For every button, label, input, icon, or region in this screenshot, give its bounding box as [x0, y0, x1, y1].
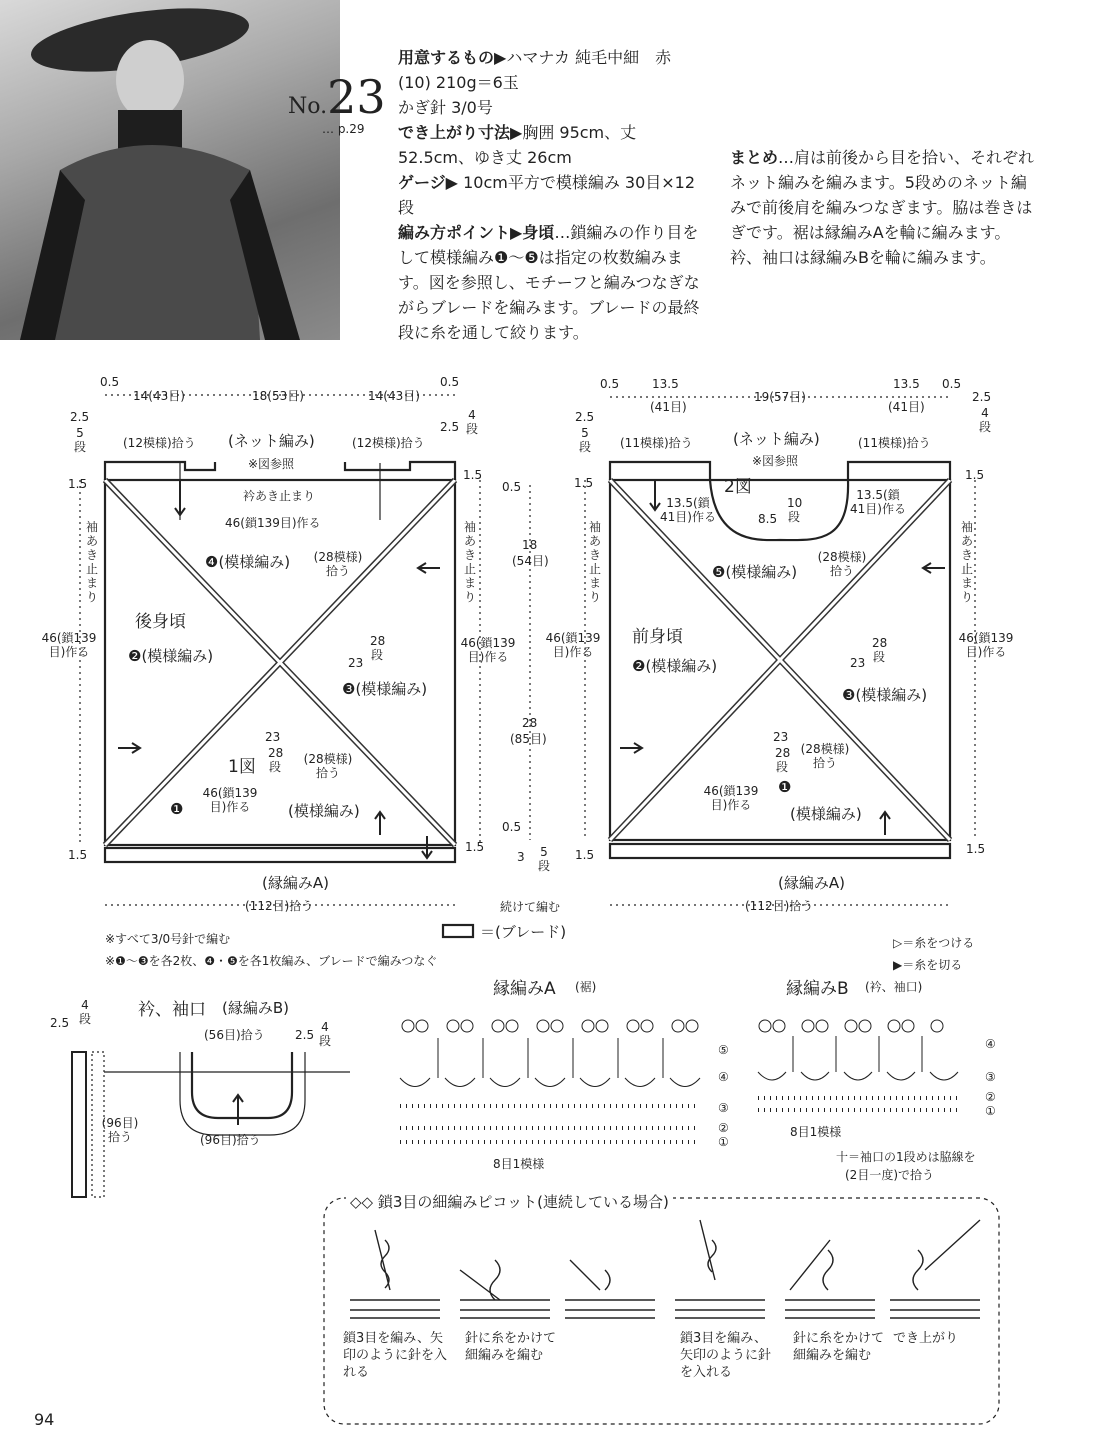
picot-step-3: 鎖3目を編み、矢印のように針を入れる [680, 1331, 772, 1380]
back-chain-top: 46(鎖139目)作る [225, 516, 321, 530]
braid-legend: ＝(ブレード) [480, 923, 567, 941]
back-title: 後身頃 [135, 612, 186, 632]
back-pick-right: (12模様)拾う [352, 436, 425, 450]
collar-left-dim: 2.5 [50, 1016, 70, 1030]
collar-pick-left: (96目)拾う [101, 1116, 139, 1144]
front-chain-right: 13.5(鎖41目)作る [850, 488, 906, 516]
front-edge-top-right: 1.5 [965, 468, 985, 482]
back-shoulder-right-dim: 2.5 [440, 420, 460, 434]
mid-dim-total-rows: (85目) [510, 732, 547, 746]
points-text: …鎖編みの作り目をして模様編み❶～❺は指定の枚数編みます。図を参照し、モチーフと編みつなぎながらブレードを編みます。ブレードの最終段に糸を通して絞ります。 [398, 223, 700, 342]
gauge-text: 10cm平方で模様編み 30目×12段 [398, 173, 696, 217]
front-title: 前身頃 [632, 627, 683, 647]
front-edge-bottom-left: 1.5 [575, 848, 595, 862]
front-center-rows: 28段 [872, 636, 888, 664]
back-shoulder-right-rows: 4段 [465, 408, 478, 436]
front-top-width-1: 0.5 [600, 377, 620, 391]
front-shoulder-left-rows: 5段 [578, 426, 591, 454]
back-motif-bottom: (模様編み) [288, 802, 360, 820]
front-border: (縁編みA) [778, 874, 845, 892]
continue-label: 続けて編む [500, 900, 561, 914]
front-border-pick: (112目)拾う [745, 899, 814, 913]
back-motif-2: ❷(模様編み) [128, 647, 214, 665]
picot-step-2: 針に糸をかけて細編みを編む [465, 1331, 557, 1363]
front-top-width-6: (41目) [888, 400, 925, 414]
front-sleeve-right: 袖あき止まり [960, 520, 973, 604]
back-bottom-dim: 23 [265, 730, 281, 744]
back-shoulder-left-dim: 2.5 [70, 410, 90, 424]
border-a-row-4: ④ [718, 1070, 729, 1084]
front-shoulder-right-rows: 4段 [978, 406, 991, 434]
front-side-left: 46(鎖139目)作る [545, 631, 601, 659]
picot-title: ◇◇ 鎖3目の細編みピコット(連続している場合) [346, 1191, 673, 1212]
front-neck-rows: 10段 [787, 496, 803, 524]
front-motif-3: ❸(模様編み) [842, 686, 928, 704]
back-side-right: 46(鎖139目)作る [460, 636, 516, 664]
collar-subtitle: (縁編みB) [222, 999, 289, 1017]
mid-dim-bottom: 0.5 [502, 820, 522, 834]
border-b-row-1: ① [985, 1104, 996, 1118]
front-neck-depth: 8.5 [758, 512, 778, 526]
border-a-row-3: ③ [718, 1101, 729, 1115]
back-edge-top-left: 1.5 [68, 477, 88, 491]
border-b-repeat: 8目1模様 [790, 1125, 842, 1139]
picot-step-5: でき上がり [893, 1331, 959, 1346]
mid-dim-top: 0.5 [502, 480, 522, 494]
points-label: 編み方ポイント▶身頃 [398, 223, 555, 242]
border-a-repeat: 8目1模様 [493, 1157, 545, 1171]
border-a-row-5: ⑤ [718, 1043, 729, 1057]
front-chain-left: 13.5(鎖41目)作る [660, 496, 716, 524]
front-motif-1-chain: 46(鎖139目)作る [703, 784, 759, 812]
back-center-rows: 28段 [370, 634, 386, 662]
mid-dim-height: 18 [522, 538, 538, 552]
finishing-text: …肩は前後から目を拾い、それぞれネット編みを編みます。5段めのネット編みで前後肩を編みつなぎます。脇は巻きはぎです。裾は縁編みAを輪に編みます。衿、袖口は縁編みBを輪に編みます。 [730, 148, 1035, 267]
front-motif-bottom: (模様編み) [790, 805, 862, 823]
collar-left-rows: 4段 [78, 998, 91, 1026]
back-motif-4: ❹(模様編み) [205, 553, 291, 571]
back-edge-bottom-left: 1.5 [68, 848, 88, 862]
border-b-title-note: (衿、袖口) [865, 980, 923, 994]
hook-text: かぎ針 3/0号 [398, 98, 493, 117]
page-number: 94 [34, 1410, 55, 1429]
yarn-attach: ▷＝糸をつける [893, 936, 975, 950]
front-motif-5: ❺(模様編み) [712, 563, 798, 581]
front-edge-bottom-right: 1.5 [966, 842, 986, 856]
finishing-label: まとめ [730, 148, 779, 167]
materials-label: 用意するもの▶ [398, 48, 507, 67]
yarn-cut: ▶＝糸を切る [893, 958, 963, 972]
mid-dim-hem-rows: 5段 [537, 845, 550, 873]
back-top-width-5: 0.5 [440, 375, 460, 389]
front-side-right: 46(鎖139目)作る [958, 631, 1014, 659]
front-pick-right: (11模様)拾う [858, 436, 931, 450]
border-b-note-1: 十＝袖口の1段めは脇線を [836, 1150, 976, 1164]
back-top-width-1: 0.5 [100, 375, 120, 389]
back-bottom-rows: 28段 [268, 746, 284, 774]
mid-dim-total: 28 [522, 716, 538, 730]
front-motif-2: ❷(模様編み) [632, 657, 718, 675]
front-top-width-4: 19(57目) [754, 390, 806, 404]
border-b-row-3: ③ [985, 1070, 996, 1084]
front-motif-5-pick: (28模様)拾う [817, 550, 867, 578]
note-1: ※すべて3/0号針で編む [105, 932, 231, 946]
collar-pick-bottom: (96目)拾う [200, 1133, 261, 1147]
front-center-dim: 23 [850, 656, 866, 670]
size-text: 胸囲 95cm、丈 52.5cm、ゆき丈 26cm [398, 123, 637, 167]
back-top-width-2: 14(43目) [133, 389, 185, 403]
gauge-label: ゲージ▶ [398, 173, 458, 192]
back-motif-1-pick: (28模様)拾う [303, 752, 353, 780]
back-neck-stop: 衿あき止まり [243, 489, 316, 503]
back-border-pick: (112目)拾う [245, 899, 314, 913]
back-motif-4-pick: (28模様)拾う [313, 550, 363, 578]
materials-text: ハマナカ 純毛中細 赤 (10) 210g＝6玉 [398, 48, 672, 92]
front-top-width-5: 13.5 [893, 377, 920, 391]
picot-step-4: 針に糸をかけて細編みを編む [793, 1331, 885, 1363]
border-b-title: 縁編みB [786, 979, 849, 999]
back-top-width-4: 14(43目) [368, 389, 420, 403]
front-fig-2: 2図 [724, 477, 752, 497]
border-a-title: 縁編みA [493, 979, 556, 999]
back-edge-top-right: 1.5 [463, 468, 483, 482]
size-label: でき上がり寸法▶ [398, 123, 523, 142]
collar-pick-top: (56目)拾う [204, 1028, 265, 1042]
collar-title: 衿、袖口 [138, 1000, 206, 1020]
pattern-number: No.23 [288, 70, 386, 124]
front-see-fig: ※図参照 [752, 454, 799, 468]
back-net: (ネット編み) [228, 432, 315, 450]
front-sleeve-left: 袖あき止まり [588, 520, 601, 604]
collar-right-dim: 2.5 [295, 1028, 315, 1042]
front-net: (ネット編み) [733, 430, 820, 448]
back-sleeve-left: 袖あき止まり [85, 520, 98, 604]
front-top-width-3: (41目) [650, 400, 687, 414]
mid-dim-height-rows: (54目) [512, 554, 549, 568]
front-motif-1: ❶ [778, 778, 792, 796]
mid-dim-hem: 3 [517, 850, 525, 864]
front-top-width-2: 13.5 [652, 377, 679, 391]
border-b-row-2: ② [985, 1090, 996, 1104]
back-top-width-3: 18(53目) [252, 389, 304, 403]
back-edge-bottom-right: 1.5 [465, 840, 485, 854]
border-a-title-note: (裾) [575, 980, 597, 994]
front-pick-left: (11模様)拾う [620, 436, 693, 450]
front-motif-1-pick: (28模様)拾う [800, 742, 850, 770]
border-a-row-1: ① [718, 1135, 729, 1149]
front-bottom-dim: 23 [773, 730, 789, 744]
front-shoulder-left-dim: 2.5 [575, 410, 595, 424]
front-top-width-7: 0.5 [942, 377, 962, 391]
back-motif-3: ❸(模様編み) [342, 680, 428, 698]
back-motif-1: ❶ [170, 800, 184, 818]
back-pick-left: (12模様)拾う [123, 436, 196, 450]
border-a-row-2: ② [718, 1121, 729, 1135]
back-center-dim: 23 [348, 656, 364, 670]
back-sleeve-right: 袖あき止まり [463, 520, 476, 604]
back-side-left: 46(鎖139目)作る [41, 631, 97, 659]
note-2: ※❶～❸を各2枚、❹・❺を各1枚編み、ブレードで編みつなぐ [105, 954, 438, 968]
front-shoulder-right-dim: 2.5 [972, 390, 992, 404]
back-shoulder-left-rows: 5段 [73, 426, 86, 454]
back-see-fig: ※図参照 [248, 457, 295, 471]
back-fig-1: 1図 [228, 757, 256, 777]
front-edge-top-left: 1.5 [574, 476, 594, 490]
border-b-note-2: (2目一度)で拾う [845, 1168, 934, 1182]
back-border: (縁編みA) [262, 874, 329, 892]
back-motif-1-chain: 46(鎖139目)作る [202, 786, 258, 814]
border-b-row-4: ④ [985, 1037, 996, 1051]
page-reference: … p.29 [322, 122, 365, 136]
collar-right-rows: 4段 [318, 1020, 331, 1048]
picot-step-1: 鎖3目を編み、矢印のように針を入れる [343, 1331, 448, 1380]
front-bottom-rows: 28段 [775, 746, 791, 774]
